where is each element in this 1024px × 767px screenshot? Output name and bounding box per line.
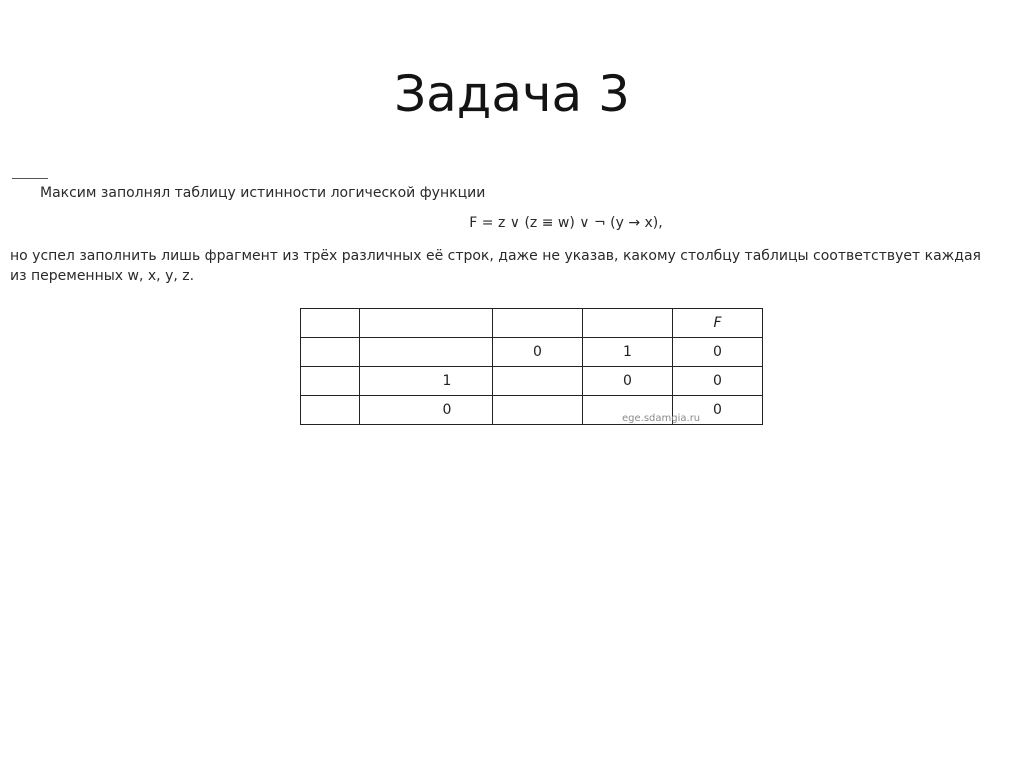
- table-cell: [301, 309, 360, 338]
- table-cell: [301, 367, 360, 396]
- table-cell: [493, 396, 583, 425]
- table-cell: [493, 309, 583, 338]
- problem-text-line-1: но успел заполнить лишь фрагмент из трёх различных её строк, даже не указав, какому столбцу таблицы соответствует каждая: [10, 248, 981, 264]
- table-cell: 0: [673, 396, 763, 425]
- problem-intro: Максим заполнял таблицу истинности логической функции: [40, 185, 486, 201]
- problem-block: [0, 160, 1024, 438]
- table-row: [301, 338, 763, 367]
- table-cell: [301, 396, 360, 425]
- watermark: ege.sdamgia.ru: [622, 413, 701, 424]
- problem-text-line-2: из переменных w, x, y, z.: [10, 268, 195, 284]
- table-cell: 0: [583, 367, 673, 396]
- problem-formula: F = z ∨ (z ≡ w) ∨ ¬ (y → x),: [469, 215, 663, 231]
- table-cell: 1: [583, 338, 673, 367]
- table-cell: [583, 309, 673, 338]
- table-cell: 1: [360, 367, 493, 396]
- table-row: [301, 367, 763, 396]
- table-cell: 0: [360, 396, 493, 425]
- truth-table: [300, 308, 763, 425]
- table-cell: 0: [673, 367, 763, 396]
- table-cell: [493, 367, 583, 396]
- table-cell: 0: [673, 338, 763, 367]
- table-header-f: F: [673, 309, 763, 338]
- slide-title: Задача 3: [394, 65, 630, 123]
- table-row: [301, 309, 763, 338]
- table-cell: [360, 309, 493, 338]
- table-cell: [360, 338, 493, 367]
- table-cell: 0: [493, 338, 583, 367]
- table-cell: [301, 338, 360, 367]
- divider: [12, 178, 48, 179]
